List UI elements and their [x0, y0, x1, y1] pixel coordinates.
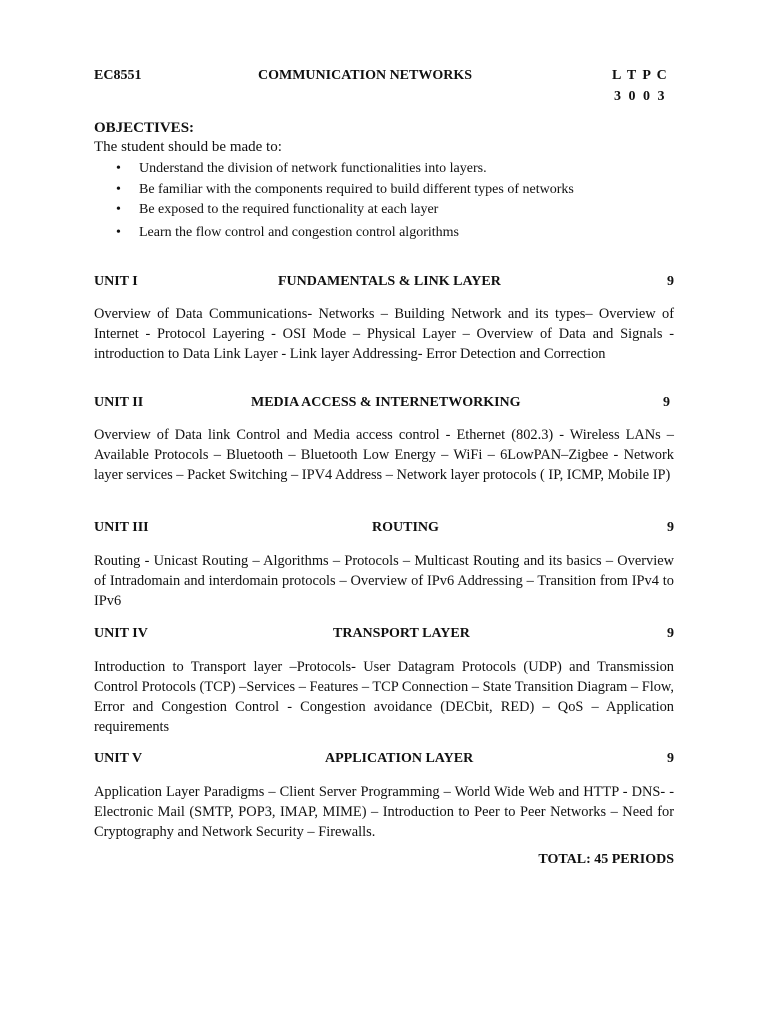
unit-heading: [94, 751, 674, 771]
objective-item: [116, 223, 574, 244]
unit-title: FUNDAMENTALS & LINK LAYER: [278, 274, 501, 289]
total-periods: TOTAL: 45 PERIODS: [538, 852, 674, 867]
unit-hours: 9: [667, 274, 674, 289]
bullet-icon: •: [116, 224, 121, 240]
objective-item: [116, 180, 574, 201]
unit-content: Introduction to Transport layer –Protocols- User Datagram Protocols (UDP) and Transmission Control Protocols (TCP) –Services – Features – TCP Connection – State Transition Diagram – Flow, Error and Congestion Control - Congestion avoidance (DECbit, RED) – QoS – Application requirements: [94, 659, 674, 735]
unit-title: MEDIA ACCESS & INTERNETWORKING: [251, 395, 521, 410]
unit-name: UNIT I: [94, 274, 138, 289]
unit-heading: [94, 274, 674, 294]
objective-text: Learn the flow control and congestion control algorithms: [139, 224, 459, 240]
unit-heading: [94, 395, 674, 415]
objective-text: Be familiar with the components required to build different types of networks: [139, 181, 574, 197]
unit-heading: [94, 626, 674, 646]
objective-text: Understand the division of network functionalities into layers.: [139, 161, 487, 176]
objective-item: [116, 159, 574, 180]
unit-hours: 9: [663, 395, 670, 410]
course-title: COMMUNICATION NETWORKS: [258, 68, 473, 83]
unit-heading: [94, 520, 674, 540]
unit-content: Overview of Data link Control and Media access control - Ethernet (802.3) - Wireless LANs – Available Protocols – Bluetooth – Bluetooth Low Energy – WiFi – 6LowPAN–Zigbee - Network layer services – Packet Switching – IPV4 Address – Network layer protocols ( IP, ICMP, Mobile IP): [94, 427, 674, 483]
unit-title: TRANSPORT LAYER: [333, 626, 470, 641]
unit-name: UNIT III: [94, 520, 149, 535]
unit-content: Overview of Data Communications- Networks – Building Network and its types– Overview of Internet - Protocol Layering - OSI Mode – Physical Layer – Overview of Data and Signals - introduction to Data Link Layer - Link layer Addressing- Error Detection and Correction: [94, 306, 674, 362]
unit-hours: 9: [667, 520, 674, 535]
objectives-intro: The student should be made to:: [94, 139, 282, 155]
unit-title: APPLICATION LAYER: [325, 751, 474, 766]
unit-name: UNIT IV: [94, 626, 148, 641]
objective-item: [116, 200, 574, 221]
bullet-icon: •: [116, 161, 121, 176]
objectives-list: [116, 159, 574, 243]
objectives-heading: OBJECTIVES:: [94, 120, 195, 136]
ltpc-values: 3 0 0 3: [614, 89, 665, 104]
unit-title: ROUTING: [372, 520, 439, 535]
unit-hours: 9: [667, 626, 674, 641]
unit-content: Application Layer Paradigms – Client Server Programming – World Wide Web and HTTP - DNS- - Electronic Mail (SMTP, POP3, IMAP, MIME) – Introduction to Peer to Peer Networks – Need for Cryptography and Network Security – Firewalls.: [94, 784, 674, 840]
objective-text: Be exposed to the required functionality at each layer: [139, 202, 439, 217]
ltpc-labels: L T P C: [612, 68, 667, 83]
course-code: EC8551: [94, 68, 142, 83]
bullet-icon: •: [116, 181, 121, 197]
unit-name: UNIT II: [94, 395, 144, 410]
unit-content: Routing - Unicast Routing – Algorithms – Protocols – Multicast Routing and its basics – Overview of Intradomain and interdomain protocols – Overview of IPv6 Addressing – Transition from IPv4 to IPv6: [94, 553, 674, 609]
unit-name: UNIT V: [94, 751, 143, 766]
unit-hours: 9: [667, 751, 674, 766]
bullet-icon: •: [116, 202, 121, 217]
